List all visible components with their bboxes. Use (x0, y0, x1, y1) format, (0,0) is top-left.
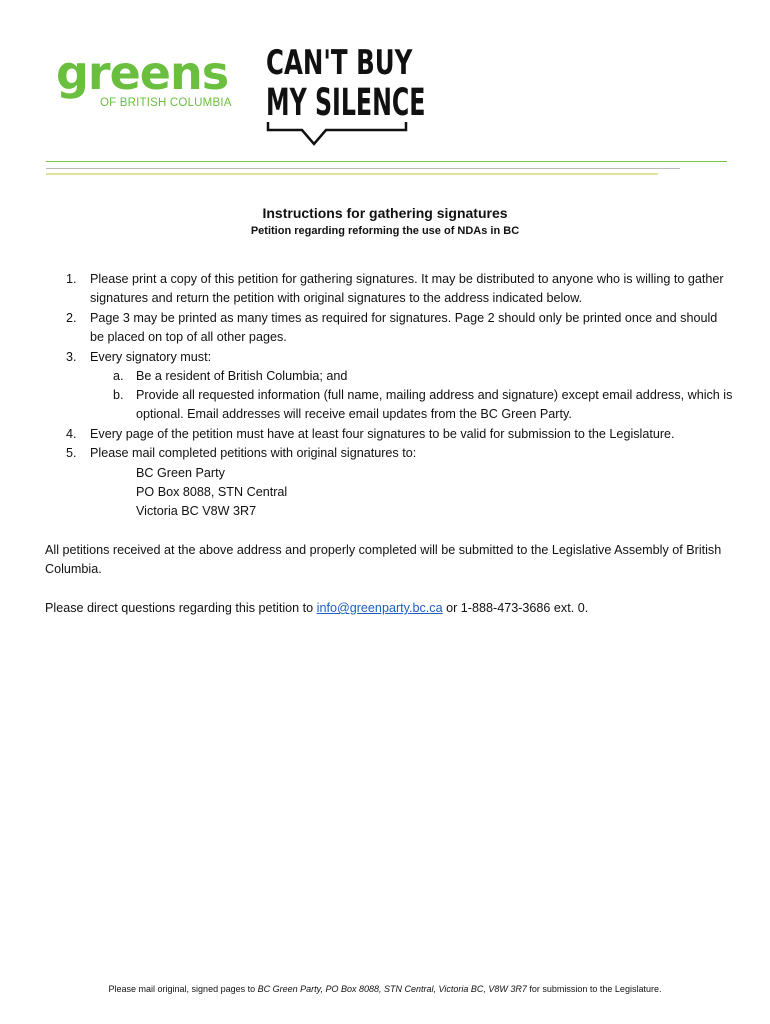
list-number: 2. (66, 311, 77, 325)
list-text: Every page of the petition must have at least four signatures to be valid for submission to the Legislature. (90, 427, 675, 441)
speech-bubble-icon (266, 43, 426, 150)
submission-paragraph: All petitions received at the above address and properly completed will be submitted to the Legislative Assembly of British Columbia. (45, 543, 722, 577)
page-title: Instructions for gathering signatures (262, 205, 508, 221)
mailing-address-line: Victoria BC V8W 3R7 (136, 504, 257, 518)
sub-list-text: Provide all requested information (full name, mailing address and signature) except email address, which is optional. Email addresses will receive email updates from the BC Green Party. (136, 388, 733, 422)
greens-logo-subtitle: OF BRITISH COLUMBIA (100, 97, 232, 109)
list-number: 1. (66, 272, 77, 286)
header-rule-green (46, 161, 727, 162)
list-number: 4. (66, 427, 77, 441)
cbms-logo-line2: MY SILENCE (266, 81, 426, 124)
email-link[interactable]: info@greenparty.bc.ca (316, 601, 443, 615)
sub-list-text: Be a resident of British Columbia; and (136, 369, 348, 383)
sub-list-letter: b. (113, 388, 124, 402)
sub-list-letter: a. (113, 369, 124, 383)
questions-prefix: Please direct questions regarding this petition to (45, 601, 317, 615)
page-subtitle: Petition regarding reforming the use of NDAs in BC (250, 225, 520, 237)
mailing-address-line: PO Box 8088, STN Central (136, 485, 288, 499)
questions-suffix: or 1-888-473-3686 ext. 0. (442, 601, 589, 615)
cbms-logo-line1: CAN'T BUY (266, 43, 413, 83)
header-rule-gray (46, 168, 680, 169)
footer-prefix: Please mail original, signed pages to (108, 984, 258, 994)
page-footer (0, 984, 770, 994)
list-text: Page 3 may be printed as many times as required for signatures. Page 2 should only be printed once and should be placed on top of all other pages. (90, 311, 718, 345)
footer-suffix: for submission to the Legislature. (526, 984, 662, 994)
list-text: Please print a copy of this petition for gathering signatures. It may be distributed to anyone who is willing to gather signatures and return the petition with original signatures to the address indicated below. (90, 272, 724, 306)
mailing-address-line: BC Green Party (136, 466, 225, 480)
questions-paragraph (45, 599, 735, 618)
greens-logo (56, 46, 236, 112)
header-rule-yellow (46, 173, 658, 175)
list-number: 3. (66, 350, 77, 364)
greens-logo-wordmark: greens (56, 46, 229, 100)
footer-address: BC Green Party, PO Box 8088, STN Central, Victoria BC, V8W 3R7 (257, 984, 527, 994)
list-text: Please mail completed petitions with original signatures to: (90, 446, 417, 460)
list-number: 5. (66, 446, 77, 460)
cant-buy-my-silence-logo (266, 43, 426, 150)
list-text: Every signatory must: (90, 350, 212, 364)
